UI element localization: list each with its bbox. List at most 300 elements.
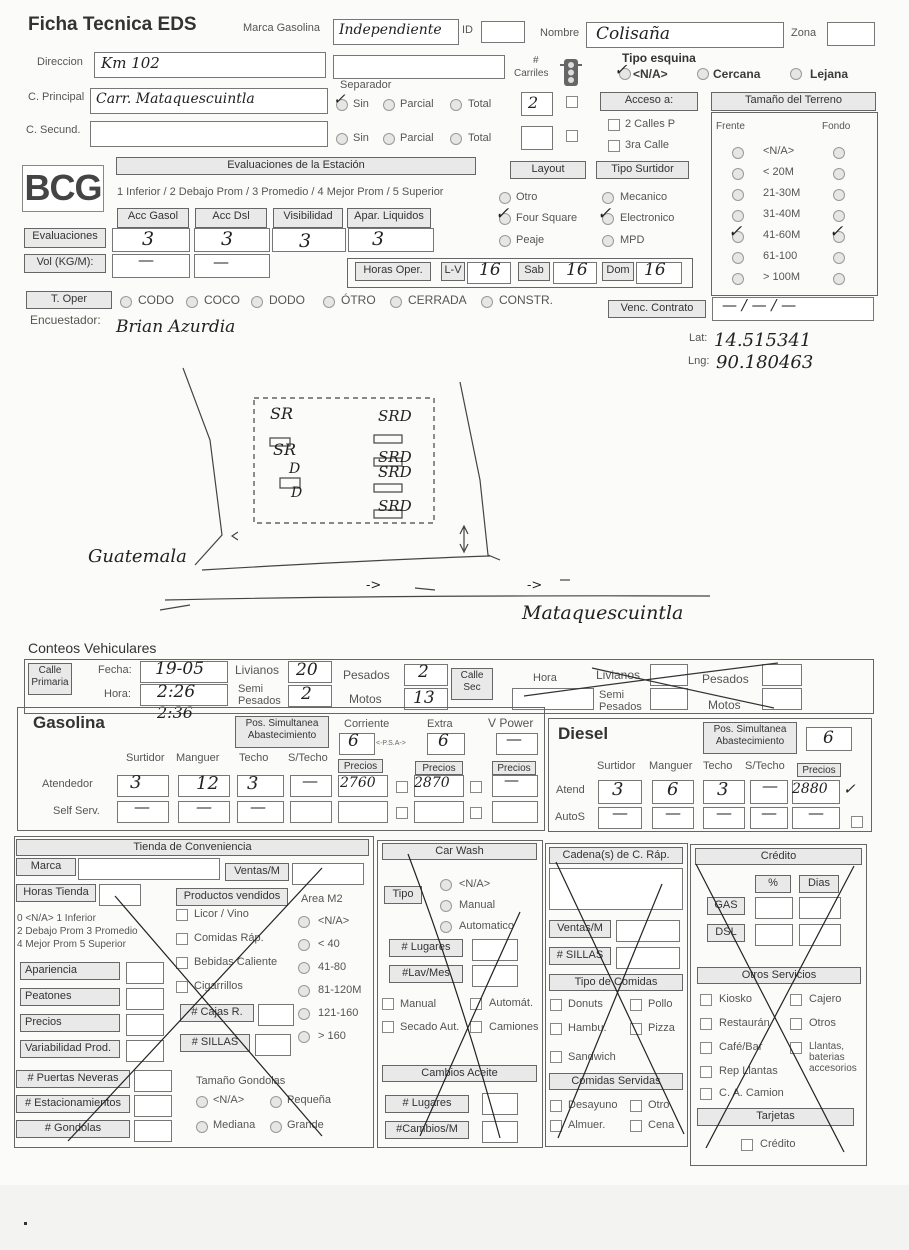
c-principal-label: C. Principal (28, 91, 85, 103)
fecha-label: Fecha: (98, 664, 132, 676)
sep-total-radio[interactable] (450, 99, 462, 111)
pollo: Pollo (648, 998, 673, 1010)
precios-label-2: Precios (415, 761, 463, 775)
acceso-button[interactable]: Acceso a: (600, 92, 698, 111)
carwash-tipo-label: Tipo (384, 886, 422, 904)
gas-surtidor-field[interactable] (117, 775, 169, 797)
motos-label: Motos (349, 692, 382, 706)
area-label: Area M2 (301, 893, 343, 905)
producto-label: Bebidas Caliente (194, 956, 278, 968)
donuts: Donuts (568, 998, 603, 1010)
check-mark: ✓ (333, 90, 346, 108)
sketch-label-d1: D (289, 461, 301, 477)
gas-col-manguer: Manguer (176, 752, 220, 764)
autos-value-4: — (761, 803, 777, 822)
nombre-value: Colisaña (596, 24, 671, 44)
credito-header: Crédito (695, 848, 862, 865)
producto-label: Licor / Vino (194, 908, 249, 920)
frente-radio[interactable] (732, 273, 744, 285)
eval-field-4[interactable] (348, 228, 434, 252)
comidas-servidas-header: Comidas Servidas (549, 1073, 683, 1090)
gas-col-stecho: S/Techo (288, 752, 328, 764)
pesados-sec-label: Pesados (702, 672, 749, 686)
layout-otro: Otro (516, 191, 538, 203)
area-label: 81-120M (318, 984, 362, 996)
esquina-cercana: Cercana (713, 67, 761, 81)
terreno-size-label: > 100M (763, 271, 800, 283)
extra-value: 6 (438, 731, 449, 751)
gondola-na: <N/A> (213, 1094, 245, 1106)
tienda-scale-2: 2 Debajo Prom 3 Promedio (17, 926, 138, 937)
carwash-lugares-label: # Lugares (389, 939, 463, 957)
t-oper-option: DODO (269, 293, 305, 307)
self-serv-label: Self Serv. (53, 805, 100, 817)
sketch-label-srd2: SRD (378, 448, 412, 466)
c-secund-label: C. Secund. (26, 124, 81, 136)
acceso-3ra: 3ra Calle (625, 139, 670, 151)
cross-out-mark (522, 660, 782, 712)
evaluaciones-row-label: Evaluaciones (24, 228, 106, 248)
frente-radio[interactable] (732, 168, 744, 180)
vol-field-2[interactable] (194, 254, 270, 278)
area-label: < 40 (318, 938, 340, 950)
t-oper-radio[interactable] (251, 296, 263, 308)
bcg-logo (22, 165, 104, 212)
cw-camiones: Camiones (489, 1021, 539, 1033)
terreno-size-label: 61-100 (763, 250, 798, 262)
tienda-ventas-label: Ventas/M (225, 863, 289, 881)
tam-gondolas-label: Tamaño Gondolas (196, 1075, 286, 1087)
credito-dias: Dias (799, 875, 839, 893)
precio-extra-checkbox[interactable] (470, 781, 482, 793)
puertas-label: # Puertas Neveras (16, 1070, 130, 1088)
eval-acc-gasol: 3 (142, 228, 155, 250)
dsl-techo-value: 3 (717, 779, 729, 800)
otros-label: Llantas, baterias accesorios (809, 1041, 857, 1074)
evaluaciones-scale: 1 Inferior / 2 Debajo Prom / 3 Promedio / 4 Mejor Prom / 5 Superior (117, 186, 444, 198)
corriente-label: Corriente (344, 718, 390, 730)
gas-col-surtidor: Surtidor (126, 752, 165, 764)
venc-contrato-button[interactable]: Venc. Contrato (608, 300, 706, 318)
vpower-value: — (506, 729, 522, 748)
tarjetas-header: Tarjetas (697, 1108, 854, 1126)
cw-manual-checkbox[interactable] (382, 998, 394, 1010)
venc-value: — / — / — (722, 296, 797, 314)
check-mark: ✓ (495, 204, 510, 224)
gas-pos-simultanea: Pos. Simultanea Abastecimiento (235, 716, 329, 748)
tienda-header: Tienda de Conveniencia (16, 839, 369, 856)
gas-manguer-value: 12 (196, 773, 219, 794)
surtidor-mecanico: Mecanico (620, 191, 668, 203)
terreno-header: Tamaño del Terreno (711, 92, 876, 111)
autos-value-5: — (808, 803, 824, 822)
vol-label: Vol (KG/M): (24, 254, 106, 273)
credito-pct: % (755, 875, 791, 893)
precio-vpower: — (504, 771, 519, 789)
check-mark: ✓ (728, 222, 743, 242)
gas-surtidor-value: 3 (130, 772, 142, 793)
c-secund-field[interactable] (90, 121, 328, 147)
motos-value: 13 (413, 688, 435, 708)
dsl-precio-value: 2880 (792, 781, 828, 797)
surtidor-electronico: Electronico (620, 212, 675, 224)
id-field[interactable] (481, 21, 525, 43)
acceso-2calles-checkbox[interactable] (608, 119, 620, 131)
check-mark: ✓ (829, 222, 844, 242)
extra-label: Extra (427, 718, 453, 730)
t-oper-option: CODO (138, 293, 174, 307)
sep-total: Total (468, 98, 492, 110)
area-label: > 160 (318, 1030, 346, 1042)
fondo-radio[interactable] (833, 189, 845, 201)
gas-stecho-value: — (302, 771, 318, 790)
carriles-hash: # (533, 55, 539, 66)
precios-label-3: Precios (492, 761, 536, 775)
gas-techo-field[interactable] (237, 775, 284, 797)
check-mark: ✓ (597, 204, 612, 224)
t-oper-option: COCO (204, 293, 240, 307)
hora-value: 2:26 (157, 682, 196, 702)
aceite-lugares-label: # Lugares (385, 1095, 469, 1113)
dot-mark (24, 1222, 27, 1225)
acceso-3ra-checkbox[interactable] (608, 140, 620, 152)
dsl-col-stecho: S/Techo (745, 760, 785, 772)
cena: Cena (648, 1119, 675, 1131)
acc-dsl-header: Acc Dsl (195, 208, 267, 228)
road-guatemala: Guatemala (88, 546, 187, 567)
fondo-radio[interactable] (833, 168, 845, 180)
lat-value: 14.515341 (714, 330, 812, 351)
area-label: <N/A> (318, 915, 350, 927)
carriles2-checkbox[interactable] (566, 130, 578, 142)
credito-gas-label: GAS (707, 897, 745, 915)
t-oper-radio[interactable] (323, 296, 335, 308)
sketch-label-d2: D (291, 485, 303, 501)
tienda-rating-label: Precios (20, 1014, 120, 1032)
terreno-fondo: Fondo (822, 121, 851, 132)
terreno-frente: Frente (716, 121, 745, 132)
layout-button[interactable]: Layout (510, 161, 586, 179)
tienda-scale-1: 0 <N/A> 1 Inferior (17, 913, 96, 924)
form-title: Ficha Tecnica EDS (28, 14, 197, 35)
surtidor-mpd: MPD (620, 234, 645, 246)
terreno-size-label: 41-60M (763, 229, 801, 241)
self-value-2: — (196, 797, 212, 816)
hora2-value: 2:36 (157, 703, 193, 722)
self-checkbox-2[interactable] (470, 807, 482, 819)
acceso-2calles: 2 Calles P (625, 118, 676, 130)
fondo-radio[interactable] (833, 210, 845, 222)
arrow-2: -> (527, 578, 543, 593)
gasolina-title: Gasolina (33, 713, 105, 732)
traffic-light-icon (560, 58, 582, 88)
carriles-checkbox[interactable] (566, 96, 578, 108)
acc-gasol-header: Acc Gasol (117, 208, 189, 228)
t-oper-option: CONSTR. (499, 293, 553, 307)
gas-techo-value: 3 (247, 773, 259, 794)
semi-sec-label: Semi Pesados (599, 689, 642, 713)
eval-visibilidad: 3 (299, 230, 312, 252)
carriles-label: Carriles (514, 68, 549, 79)
surtidor-mecanico-radio[interactable] (602, 192, 614, 204)
motos-sec-label: Motos (708, 698, 741, 712)
esquina-na: <N/A> (633, 67, 668, 81)
cw-manual: Manual (400, 998, 437, 1010)
t-oper-radio[interactable] (186, 296, 198, 308)
carwash-cross-out (400, 842, 540, 1142)
livianos-value: 20 (296, 660, 318, 680)
terreno-size-label: 31-40M (763, 208, 801, 220)
dsl-manguer-value: 6 (667, 779, 679, 800)
cw-secado: Secado Aut. (400, 1021, 460, 1033)
otros-label: Rep Llantas (719, 1065, 778, 1077)
dsl-col-manguer: Manguer (649, 760, 693, 772)
direccion-value: Km 102 (101, 54, 160, 72)
marca-value: Independiente (339, 22, 442, 38)
desayuno: Desayuno (568, 1099, 618, 1111)
sep2-total: Total (468, 132, 492, 144)
sab-value: 16 (566, 260, 588, 280)
gondola-mediana: Mediana (213, 1119, 256, 1131)
sep2-sin-radio[interactable] (336, 133, 348, 145)
separador-label: Separador (340, 79, 392, 91)
lng-value: 90.180463 (716, 352, 814, 373)
t-oper-radio[interactable] (481, 296, 493, 308)
carriles2-field[interactable] (521, 126, 553, 150)
self-checkbox-1[interactable] (396, 807, 408, 819)
nombre-label: Nombre (540, 27, 580, 39)
layout-four-square: Four Square (516, 212, 578, 224)
semi-label: Semi Pesados (238, 683, 281, 707)
t-oper-radio[interactable] (390, 296, 402, 308)
fecha-value: 19-05 (155, 659, 205, 679)
otro: Otro (648, 1099, 670, 1111)
otros-label: Café/Bar (719, 1041, 763, 1053)
otros-label: Kiosko (719, 993, 753, 1005)
pizza: Pizza (648, 1022, 675, 1034)
productos-label: Productos vendidos (176, 888, 288, 906)
self-field-5[interactable] (338, 801, 388, 823)
terreno-size-label: < 20M (763, 166, 794, 178)
dom-value: 16 (644, 260, 666, 280)
autos-value-2: — (665, 803, 681, 822)
check-mark: ✓ (614, 60, 628, 79)
gondola-pequena: Pequeña (287, 1094, 332, 1106)
road-mataquescuintla: Mataquescuintla (522, 602, 684, 624)
sketch-label-srd4: SRD (378, 497, 412, 515)
otros-label: C. A. Camion (719, 1087, 784, 1099)
zona-label: Zona (791, 27, 817, 39)
marca-label: Marca Gasolina (243, 22, 321, 34)
hambu: Hambu. (568, 1022, 607, 1034)
sketch-label-sr2: SR (273, 440, 297, 459)
precios-label-1: Precios (338, 759, 383, 773)
dsl-precios-label: Precios (797, 763, 841, 777)
producto-label: Comidas Ráp. (194, 932, 264, 944)
gondolas-label: # Gondolas (16, 1120, 130, 1138)
livianos-sec-label: Livianos (596, 668, 641, 682)
cadena-cross-out (550, 858, 690, 1142)
autos-value-1: — (612, 803, 628, 822)
fondo-radio[interactable] (833, 252, 845, 264)
credito-cross-out (692, 856, 864, 1156)
sandwich: Sandwich (568, 1051, 616, 1063)
layout-otro-radio[interactable] (499, 192, 511, 204)
apar-liquidos-header: Apar. Liquidos (347, 208, 431, 228)
visibilidad-header: Visibilidad (273, 208, 343, 228)
cambios-aceite-header: Cambios Aceite (382, 1065, 537, 1082)
carwash-manual: Manual (459, 899, 496, 911)
atend-label: Atend (556, 784, 585, 796)
tipo-comidas-header: Tipo de Comidas (549, 974, 683, 991)
carwash-na: <N/A> (459, 878, 491, 890)
precio-corriente-checkbox[interactable] (396, 781, 408, 793)
t-oper-radio[interactable] (120, 296, 132, 308)
diesel-title: Diesel (558, 724, 609, 743)
hora-sec-label: Hora (533, 672, 557, 684)
terreno-size-label: 21-30M (763, 187, 801, 199)
atendedor-label: Atendedor (42, 778, 93, 790)
cadena-ventas-label: Ventas/M (549, 920, 611, 938)
pesados-label: Pesados (343, 668, 390, 682)
tienda-marca-label: Marca (16, 858, 76, 876)
horas-oper-button[interactable]: Horas Oper. (355, 262, 431, 281)
area-label: 41-80 (318, 961, 347, 973)
frente-radio[interactable] (732, 189, 744, 201)
bcg-logo-text: BCG (24, 167, 102, 208)
tienda-scale-3: 4 Mejor Prom 5 Superior (17, 939, 126, 950)
tienda-rating-label: Peatones (20, 988, 120, 1006)
tipo-surtidor-button[interactable]: Tipo Surtidor (596, 161, 689, 179)
carwash-header: Car Wash (382, 843, 537, 860)
carriles-value: 2 (528, 93, 539, 112)
producto-label: Cigarrillos (194, 980, 243, 992)
self-value-3: — (250, 797, 266, 816)
dsl-surtidor-value: 3 (612, 779, 624, 800)
diesel-pos-simultanea: Pos. Simultanea Abastecimiento (703, 722, 797, 754)
dsl-col-surtidor: Surtidor (597, 760, 636, 772)
calle-primaria-label: Calle Primaria (28, 663, 72, 695)
tienda-rating-label: Variabilidad Prod. (20, 1040, 120, 1058)
self-field-7[interactable] (492, 801, 538, 823)
zona-field[interactable] (827, 22, 875, 46)
precio-corriente: 2760 (340, 775, 376, 791)
surtidor-mpd-radio[interactable] (602, 235, 614, 247)
otros-servicios-header: Otros Servicios (697, 967, 861, 984)
lat-label: Lat: (689, 332, 708, 344)
cadena-sillas-label: # SILLAS (549, 947, 611, 965)
gondola-grande: Grande (287, 1119, 324, 1131)
sep2-total-radio[interactable] (450, 133, 462, 145)
calle-sec-label: Calle Sec (451, 668, 493, 700)
autos-checkbox[interactable] (851, 816, 863, 828)
sep-parcial-radio[interactable] (383, 99, 395, 111)
sep-sin: Sin (353, 98, 369, 110)
cambiosm-label: #Cambios/M (385, 1121, 469, 1139)
eval-apar-liquidos: 3 (372, 228, 385, 250)
tipo-esquina-label: Tipo esquina (622, 51, 696, 65)
carwash-auto: Automatico (459, 920, 515, 932)
sep2-parcial: Parcial (400, 132, 434, 144)
fondo-radio[interactable] (833, 273, 845, 285)
evaluaciones-header: Evaluaciones de la Estación (116, 157, 476, 175)
psa-label: <-P.S.A-> (376, 740, 406, 747)
check-mark: ✓ (843, 780, 856, 798)
sketch-label-srd1: SRD (378, 407, 412, 425)
corriente-value: 6 (348, 731, 359, 751)
lng-label: Lng: (688, 355, 710, 367)
pesados-value: 2 (418, 662, 429, 682)
encuestador-label: Encuestador: (30, 313, 101, 327)
encuestador-value: Brian Azurdia (116, 317, 236, 337)
frente-radio[interactable] (732, 252, 744, 264)
horas-tienda-label: Horas Tienda (16, 884, 96, 902)
diesel-pos-value: 6 (823, 728, 834, 748)
autos-value-3: — (716, 803, 732, 822)
self-field-6[interactable] (414, 801, 464, 823)
terreno-size-label: <N/A> (763, 145, 795, 157)
cajas-label: # Cajas R. (180, 1004, 254, 1022)
dsl-col-techo: Techo (703, 760, 733, 772)
layout-peaje: Peaje (516, 234, 545, 246)
conteos-title: Conteos Vehiculares (28, 640, 157, 656)
livianos-label: Livianos (235, 663, 280, 677)
fondo-radio[interactable] (833, 147, 845, 159)
frente-radio[interactable] (732, 147, 744, 159)
vol-value-1: — (138, 250, 154, 269)
tienda-cross-out (60, 866, 330, 1146)
terreno-panel (711, 112, 878, 296)
self-value-1: — (134, 797, 150, 816)
frente-radio[interactable] (732, 210, 744, 222)
estac-label: # Estacionamientos (16, 1095, 130, 1113)
esquina-lejana: Lejana (810, 67, 849, 81)
semi-value: 2 (301, 684, 312, 704)
id-label: ID (462, 24, 473, 36)
lv-value: 16 (479, 260, 501, 280)
direccion-label: Direccion (37, 56, 83, 68)
barrio-field[interactable] (333, 55, 505, 79)
sep-parcial: Parcial (400, 98, 434, 110)
layout-peaje-radio[interactable] (499, 235, 511, 247)
autos-label: AutoS (555, 811, 585, 823)
sab-label: Sab (518, 262, 550, 281)
sketch-label-srd3: SRD (378, 463, 412, 481)
t-oper-option: CERRADA (408, 293, 467, 307)
area-label: 121-160 (318, 1007, 359, 1019)
sketch-label-sr1: SR (270, 404, 294, 423)
sep2-sin: Sin (353, 132, 369, 144)
self-field-4[interactable] (290, 801, 332, 823)
esquina-lejana-radio[interactable] (790, 68, 802, 80)
cw-automat: Automát. (489, 997, 534, 1009)
eval-acc-dsl: 3 (221, 228, 234, 250)
cw-secado-checkbox[interactable] (382, 1021, 394, 1033)
precio-extra: 2870 (414, 775, 450, 791)
sep2-parcial-radio[interactable] (383, 133, 395, 145)
tienda-rating-label: Apariencia (20, 962, 120, 980)
t-oper-button[interactable]: T. Oper (26, 291, 112, 309)
vpower-label: V Power (488, 716, 534, 730)
dsl-stecho-value: — (762, 776, 778, 795)
vol-value-2: — (213, 252, 229, 271)
tienda-sillas-label: # SILLAS (180, 1034, 250, 1052)
lv-label: L-V (441, 262, 465, 281)
c-principal-value: Carr. Mataquescuintla (96, 91, 255, 107)
otros-label: Restaurán (719, 1017, 770, 1029)
lavmes-label: #Lav/Mes (389, 965, 463, 983)
esquina-cercana-radio[interactable] (697, 68, 709, 80)
